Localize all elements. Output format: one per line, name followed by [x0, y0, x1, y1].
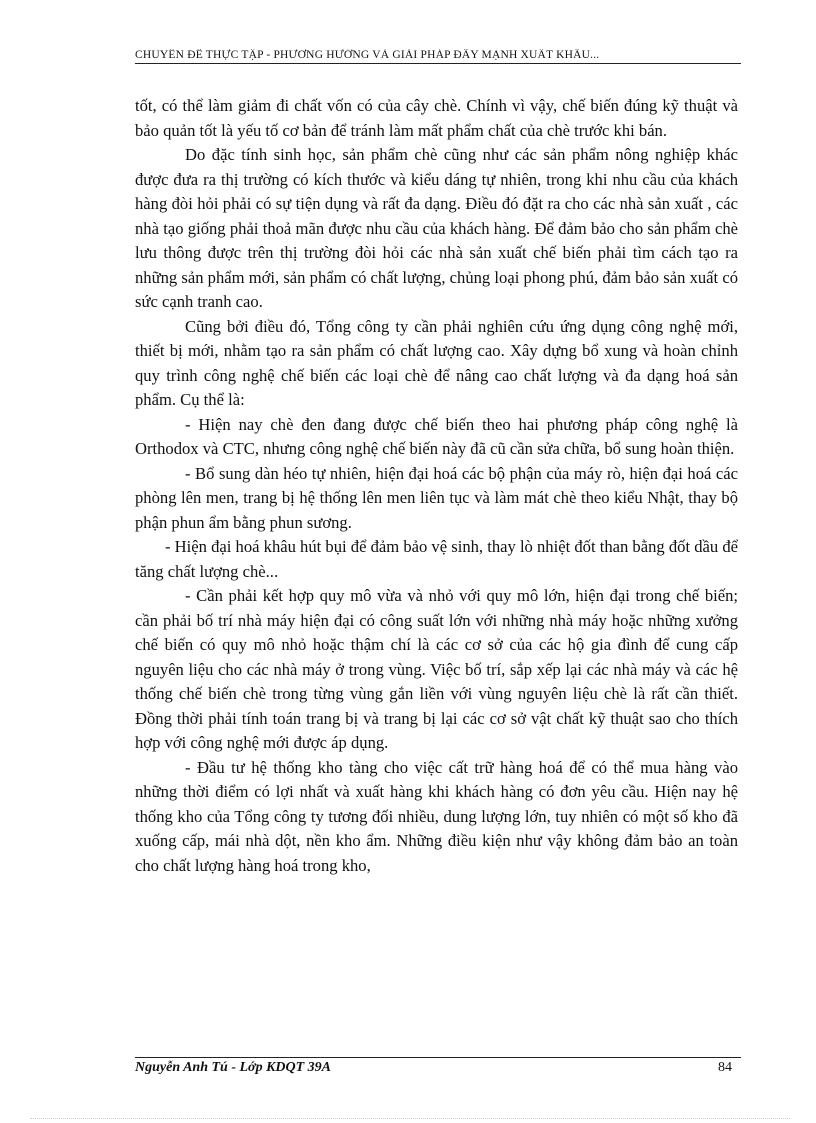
paragraph-biological-traits: Do đặc tính sinh học, sản phẩm chè cũng như các sản phẩm nông nghiệp khác được đưa ra thị trường có kích thước và kiểu dáng tự nhiên, trong khi nhu cầu của khách hàng đòi hỏi phải có sự tiện dụng và rất đa dạng. Điều đó đặt ra cho các nhà sản xuất , các nhà tạo giống phải thoả mãn được nhu cầu của khách hàng. Để đảm bảo cho sản phẩm chè lưu thông được trên thị trường đòi hỏi các nhà sản xuất chế biến phải tìm cách tạo ra những sản phẩm mới, sản phẩm có chất lượng, chủng loại phong phú, đảm bảo sản xuất có sức cạnh tranh cao. [135, 145, 738, 311]
running-header: CHUYÊN ĐỀ THỰC TẬP - PHƯƠNG HƯỚNG VÀ GIẢI PHÁP ĐẨY MẠNH XUẤT KHẨU... [135, 49, 741, 64]
footer-divider [135, 1057, 741, 1058]
bullet-withering-fermentation: - Bổ sung dàn héo tự nhiên, hiện đại hoá các bộ phận của máy rò, hiện đại hoá các phòng lên men, trang bị hệ thống lên men liên tục và làm mát chè theo kiểu Nhật, thay bộ phận phun ẩm bằng phun sương. [135, 463, 738, 532]
paragraph-continuation: tốt, có thể làm giảm đi chất vốn có của cây chè. Chính vì vậy, chế biến đúng kỹ thuật và bảo quản tốt là yếu tố cơ bản để tránh làm mất phẩm chất của chè trước khi bán. [135, 96, 738, 140]
page-number: 84 [718, 1060, 732, 1075]
bullet-warehouse-investment: - Đầu tư hệ thống kho tàng cho việc cất trữ hàng hoá để có thể mua hàng vào những thời điểm có lợi nhất và xuất hàng khi khách hàng có đơn yêu cầu. Hiện nay hệ thống kho của Tổng công ty tương đối nhiều, dung lượng lớn, tuy nhiên có một số kho đã xuống cấp, mái nhà dột, nền kho ẩm. Những điều kiện như vậy không đảm bảo an toàn cho chất lượng hàng hoá trong kho, [135, 757, 738, 875]
body-text [135, 94, 738, 878]
page-bottom-dotted-line [30, 1118, 790, 1119]
bullet-dust-extraction: - Hiện đại hoá khâu hút bụi để đảm bảo vệ sinh, thay lò nhiệt đốt than bằng đốt dầu để tăng chất lượng chè... [135, 537, 738, 581]
paragraph-new-technology: Cũng bởi điều đó, Tổng công ty cần phải nghiên cứu ứng dụng công nghệ mới, thiết bị mới, nhằm tạo ra sản phẩm có chất lượng cao. Xây dựng bổ xung và hoàn chỉnh quy trình công nghệ chế biến các loại chè để nâng cao chất lượng và đa dạng hoá sản phẩm. Cụ thể là: [135, 316, 738, 409]
bullet-black-tea-processing: - Hiện nay chè đen đang được chế biến theo hai phương pháp công nghệ là Orthodox và CTC, nhưng công nghệ chế biến này đã cũ cần sửa chữa, bổ sung hoàn thiện. [135, 414, 738, 458]
bullet-factory-scale: - Cần phải kết hợp quy mô vừa và nhỏ với quy mô lớn, hiện đại trong chế biến; cần phải bố trí nhà máy hiện đại có công suất lớn với những nhà máy hoặc những xưởng chế biến có quy mô nhỏ hoặc thậm chí là các cơ sở của các hộ gia đình để cung cấp nguyên liệu cho các nhà máy ở trong vùng. Việc bố trí, sắp xếp lại các nhà máy và các hệ thống chế biến chè trong từng vùng gắn liền với vùng nguyên liệu chè là rất cần thiết. Đồng thời phải tính toán trang bị và trang bị lại các cơ sở vật chất kỹ thuật sao cho thích hợp với công nghệ mới được áp dụng. [135, 586, 738, 752]
footer-author: Nguyễn Anh Tú - Lớp KDQT 39A [135, 1060, 332, 1075]
